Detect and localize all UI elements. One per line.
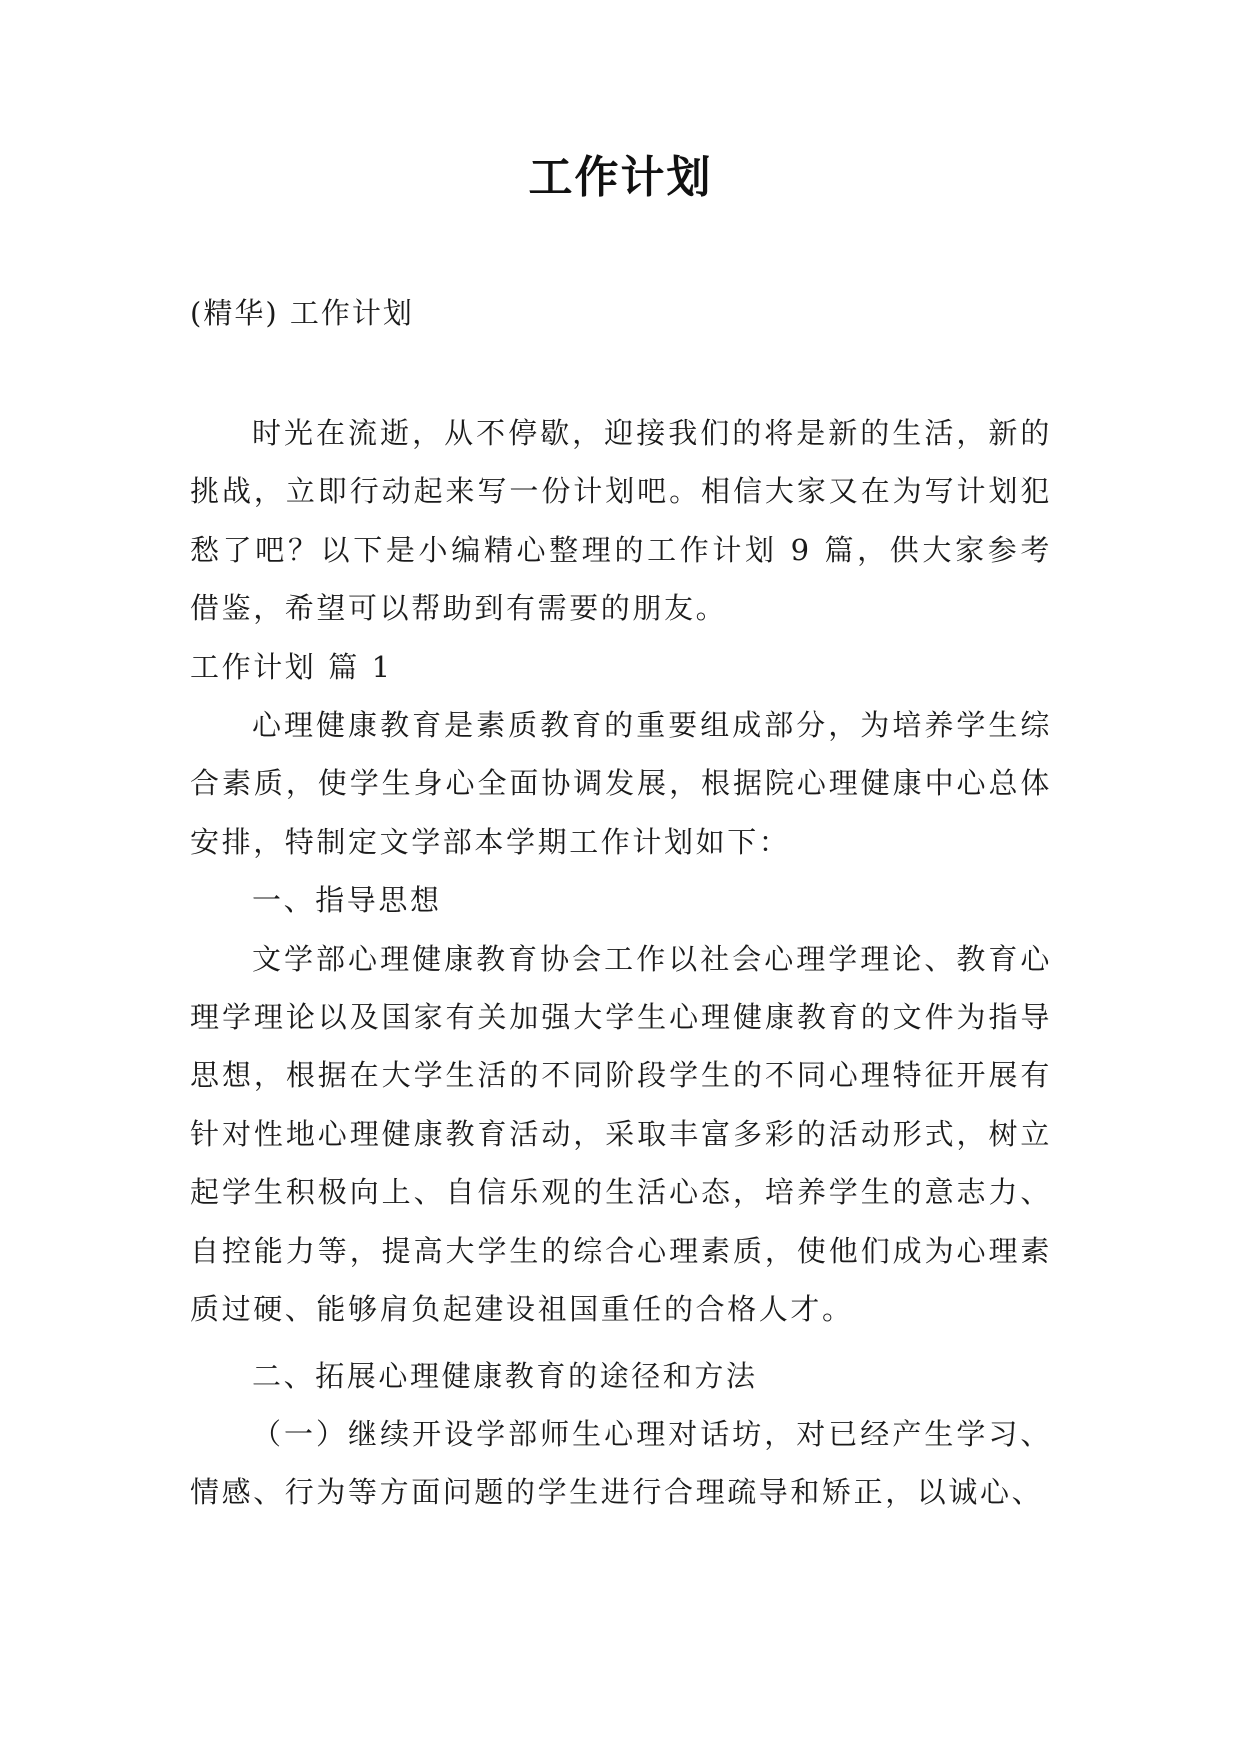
document-subtitle: (精华) 工作计划 bbox=[190, 296, 414, 330]
document-title: 工作计划 bbox=[528, 152, 713, 203]
intro-paragraph: 时光在流逝，从不停歇，迎接我们的将是新的生活，新的挑战，立即行动起来写一份计划吧。相信大家又在为写计划犯愁了吧？以下是小编精心整理的工作计划 9 篇，供大家参考借鉴，希望可以帮助到有需要的朋友。 bbox=[190, 416, 1052, 626]
subheading-methods: 二、拓展心理健康教育的途径和方法 bbox=[252, 1358, 758, 1393]
guiding-thought-paragraph: 文学部心理健康教育协会工作以社会心理学理论、教育心理学理论以及国家有关加强大学生心理健康教育的文件为指导思想，根据在大学生活的不同阶段学生的不同心理特征开展有针对性地心理健康教育活动，采取丰富多彩的活动形式，树立起学生积极向上、自信乐观的生活心态，培养学生的意志力、自控能力等，提高大学生的综合心理素质，使他们成为心理素质过硬、能够肩负起建设祖国重任的合格人才。 bbox=[190, 941, 1052, 1327]
section-heading-1: 工作计划 篇 1 bbox=[190, 649, 393, 684]
section-1-paragraph: 心理健康教育是素质教育的重要组成部分，为培养学生综合素质，使学生身心全面协调发展，根据院心理健康中心总体安排，特制定文学部本学期工作计划如下： bbox=[190, 708, 1052, 859]
document-body bbox=[190, 404, 1052, 1522]
methods-paragraph: （一）继续开设学部师生心理对话坊，对已经产生学习、情感、行为等方面问题的学生进行合理疏导和矫正，以诚心、 bbox=[190, 1416, 1052, 1510]
subheading-guiding-thought: 一、指导思想 bbox=[252, 883, 442, 918]
